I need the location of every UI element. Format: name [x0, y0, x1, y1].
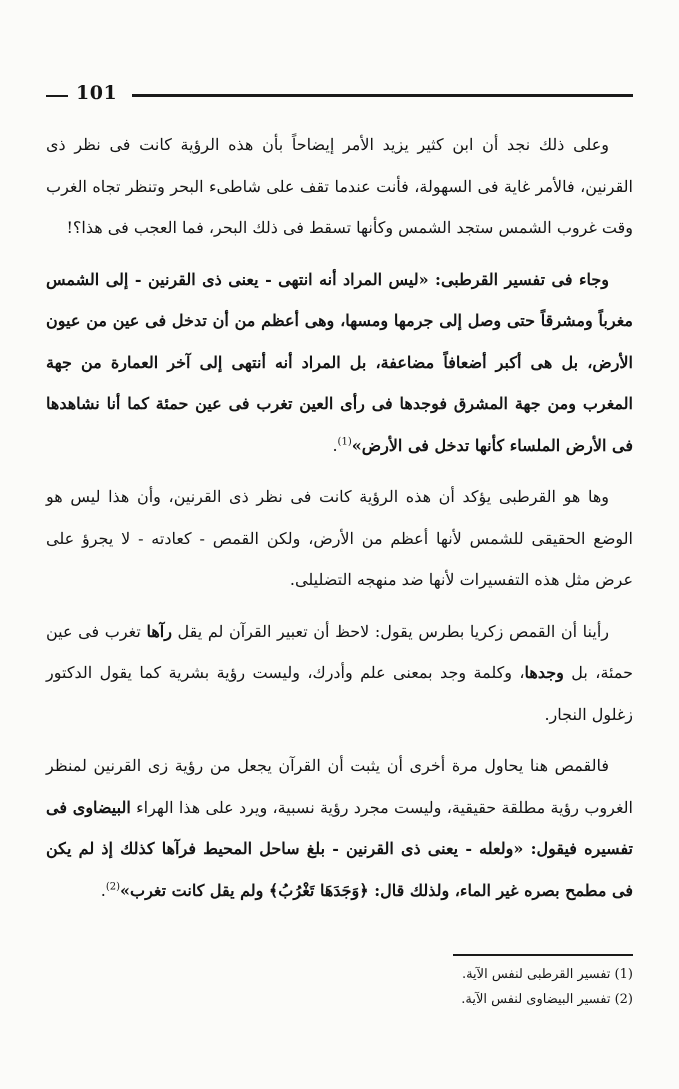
text-run: وعلى ذلك نجد أن ابن كثير يزيد الأمر إيضاحاً بأن هذه الرؤية كانت فى نظر ذى القرنين، فالأمر غاية فى السهولة، فأنت عندما تقف على شاطىء البحر وتنظر تجاه الغرب وقت غروب الشمس ستجد الشمس وكأنها تسقط فى ذلك البحر، فما العجب فى هذا؟! — [46, 135, 633, 237]
body-text — [46, 124, 633, 921]
paragraph-5 — [46, 745, 633, 911]
paragraph-2 — [46, 259, 633, 467]
paragraph-3 — [46, 476, 633, 601]
text-run: فالقمص هنا يحاول مرة أخرى أن يثبت أن القرآن يجعل من رؤية زى القرنين لمنظر الغروب رؤية مطلقة حقيقية، وليست مجرد رؤية نسبية، ويرد على هذا الهراء — [46, 756, 633, 817]
paragraph-1 — [46, 124, 633, 249]
text-run: . — [332, 435, 338, 455]
footnote-separator — [453, 954, 633, 956]
footnote-ref: (1) — [337, 436, 352, 448]
footnotes — [233, 962, 633, 1012]
header-rule-left — [46, 95, 68, 97]
text-run: تغرب فى عين حمئة، بل — [46, 621, 633, 682]
text-run: . — [100, 880, 106, 900]
footnote-ref: (2) — [105, 881, 121, 893]
paragraph-4 — [46, 611, 633, 736]
footnote-2: (2) تفسير البيضاوى لنفس الآية. — [461, 992, 633, 1007]
footnote-1: (1) تفسير القرطبى لنفس الآية. — [461, 967, 633, 982]
header-rule-right — [132, 94, 633, 97]
bold-text: رآها — [146, 621, 172, 641]
bold-text: وجدها — [524, 663, 564, 682]
text-run: وها هو القرطبى يؤكد أن هذه الرؤية كانت فى نظر ذى القرنين، وأن هذا ليس هو الوضع الحقيقى للشمس لأنها أعظم من الأرض، ولكن القمص - كعادته - لا يجرؤ على عرض مثل هذه التفسيرات لأنها ضد منهجه التضليلى. — [46, 487, 633, 589]
bold-text: وجاء فى تفسير القرطبى: «ليس المراد أنه انتهى - يعنى ذى القرنين - إلى الشمس مغرباً ومشرقاً حتى وصل إلى جرمها ومسها، وهى أعظم من أن تدخل فى عين من عيون الأرض، بل هى أكبر أضعافاً مضاعفة، بل المراد أنه أنتهى إلى آخر العمارة من جهة المغرب ومن جهة المشرق فوجدها فى رأى العين تغرب فى عين حمئة كما أنا نشاهدها فى الأرض الملساء كأنها تدخل فى الأرض» — [46, 269, 633, 455]
page-number: 101 — [76, 82, 118, 104]
page-header — [46, 82, 633, 106]
text-run: رأينا أن القمص زكريا بطرس يقول: لاحظ أن تعبير القرآن لم يقل — [171, 621, 610, 641]
bold-text: البيضاوى فى تفسيره فيقول: «ولعله - يعنى ذى القرنين - بلغ ساحل المحيط فرآها كذلك إذ لم يكن فى مطمح بصره غير الماء، ولذلك قال: ﴿وَجَدَهَا تَغْرُبُ﴾ ولم يقل كانت تغرب» — [46, 797, 633, 900]
text-run: ، وكلمة وجد بمعنى علم وأدرك، وليست رؤية بشرية كما يقول الدكتور زغلول النجار. — [46, 663, 633, 724]
